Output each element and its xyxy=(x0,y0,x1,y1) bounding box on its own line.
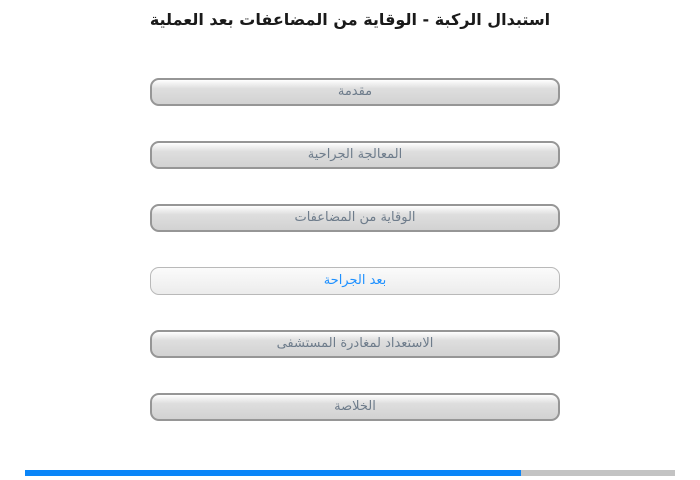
chapter-button-after-surgery[interactable]: بعد الجراحة xyxy=(150,267,560,295)
chapter-button-introduction[interactable]: مقدمة xyxy=(150,78,560,106)
progress-segment-blue xyxy=(25,470,521,476)
chapter-button-preparing-to-leave-hospital[interactable]: الاستعداد لمغادرة المستشفى xyxy=(150,330,560,358)
chapter-menu xyxy=(150,78,560,421)
chapter-button-prevention-of-complications[interactable]: الوقاية من المضاعفات xyxy=(150,204,560,232)
progress-segment-gray xyxy=(521,470,675,476)
chapter-button-surgical-treatment[interactable]: المعالجة الجراحية xyxy=(150,141,560,169)
page-title: استبدال الركبة - الوقاية من المضاعفات بعد العملية xyxy=(149,10,551,29)
progress-bar xyxy=(25,470,675,476)
chapter-button-summary[interactable]: الخلاصة xyxy=(150,393,560,421)
